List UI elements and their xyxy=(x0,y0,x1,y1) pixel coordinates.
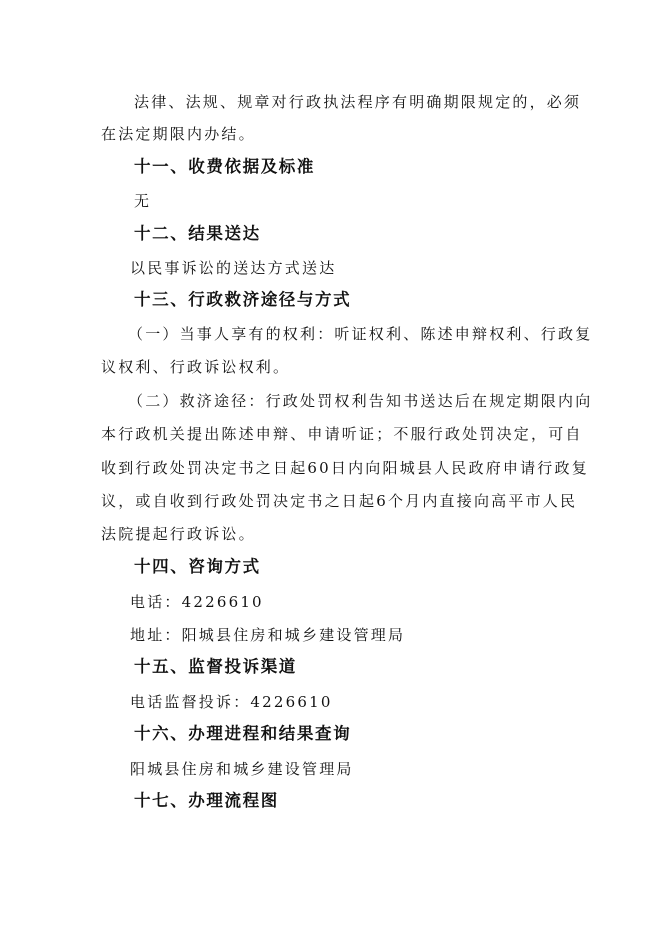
section-15-heading: 十五、监督投诉渠道 xyxy=(134,657,297,676)
section-12-body: 以民事诉讼的送达方式送达 xyxy=(130,259,337,277)
intro-line-1: 法律、法规、规章对行政执法程序有明确期限规定的，必须 xyxy=(134,93,582,111)
section-13-paragraph-2-line-4: 议，或自收到行政处罚决定书之日起6个月内直接向高平市人民 xyxy=(101,492,578,510)
section-13-paragraph-2-line-3: 收到行政处罚决定书之日起60日内向阳城县人民政府申请行政复 xyxy=(101,459,589,477)
section-15-body: 电话监督投诉：4226610 xyxy=(130,693,333,711)
section-13-paragraph-2-line-2: 本行政机关提出陈述申辩、申请听证；不服行政处罚决定，可自 xyxy=(101,425,583,443)
section-11-body: 无 xyxy=(134,192,152,210)
section-13-paragraph-1-line-1: （一）当事人享有的权利：听证权利、陈述申辩权利、行政复 xyxy=(128,325,593,343)
section-14-address: 地址：阳城县住房和城乡建设管理局 xyxy=(130,626,406,644)
section-12-heading: 十二、结果送达 xyxy=(134,224,261,243)
section-14-phone: 电话：4226610 xyxy=(130,593,264,611)
section-13-heading: 十三、行政救济途径与方式 xyxy=(134,290,352,309)
intro-line-2: 在法定期限内办结。 xyxy=(101,125,256,143)
section-14-heading: 十四、咨询方式 xyxy=(134,557,261,576)
section-13-paragraph-2-line-5: 法院提起行政诉讼。 xyxy=(101,525,256,543)
section-16-body: 阳城县住房和城乡建设管理局 xyxy=(130,760,354,778)
section-13-paragraph-2-line-1: （二）救济途径：行政处罚权利告知书送达后在规定期限内向 xyxy=(128,392,593,410)
section-13-paragraph-1-line-2: 议权利、行政诉讼权利。 xyxy=(101,358,291,376)
section-17-heading: 十七、办理流程图 xyxy=(134,791,279,810)
section-11-heading: 十一、收费依据及标准 xyxy=(134,157,315,176)
section-16-heading: 十六、办理进程和结果查询 xyxy=(134,724,352,743)
